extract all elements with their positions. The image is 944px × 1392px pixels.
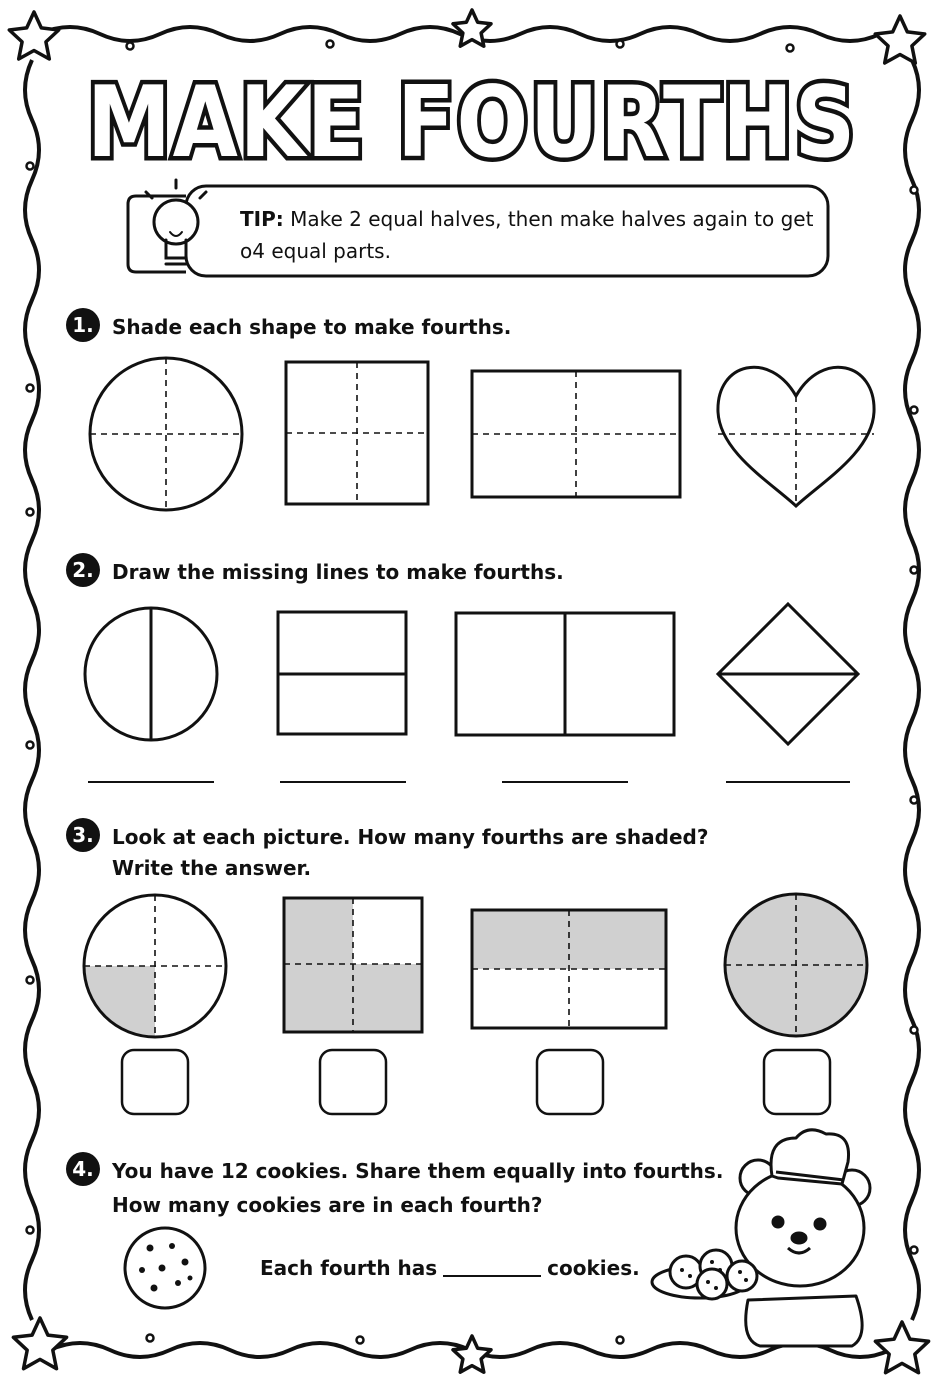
lightbulb-icon [146,180,206,264]
star-icon [9,12,58,59]
q3-answer-boxes[interactable] [122,1050,830,1114]
border-dot [27,509,34,516]
cookie-answer-sentence [260,1256,640,1280]
question-text: Draw the missing lines to make fourths. [112,560,564,584]
tip-text [240,203,820,267]
star-icon [875,16,924,63]
q1-square[interactable] [286,362,428,504]
question-4 [66,1156,723,1221]
border-dot [911,1027,918,1034]
q2-square[interactable] [278,612,406,734]
answer-box-2 [320,1050,386,1114]
tip-line-1: Make 2 equal halves, then make halves again to get [290,207,814,231]
border-dot [27,163,34,170]
question-text: How many cookies are in each fourth? [112,1193,543,1217]
q1-heart[interactable] [718,367,874,506]
question-text: Look at each picture. How many fourths are shaded? [112,825,709,849]
q1-shapes [90,358,874,510]
border-dot [911,1247,918,1254]
q1-rectangle[interactable] [472,371,680,497]
tip-label: TIP: [240,207,284,231]
question-number: 2. [66,553,100,587]
answer-prefix: Each fourth has [260,1256,438,1280]
border-dot [27,742,34,749]
question-number: 4. [66,1152,100,1186]
question-1 [66,312,511,343]
border-dot [27,977,34,984]
q2-circle[interactable] [85,608,217,740]
question-number: 3. [66,818,100,852]
cookie-answer-blank[interactable] [443,1275,541,1277]
q3-circle-one-fourth [84,895,226,1037]
border-dot [27,385,34,392]
question-3 [66,822,708,884]
q3-circle-four-fourths [725,894,867,1036]
q2-shapes [85,604,858,782]
border-dot [911,187,918,194]
answer-suffix: cookies. [547,1256,640,1280]
q3-shapes [84,894,867,1114]
cookie-icon [125,1228,205,1308]
question-text: You have 12 cookies. Share them equally into fourths. [112,1159,724,1183]
page-title: MAKE FOURTHS [87,66,857,180]
border-dot [27,1227,34,1234]
question-2 [66,557,564,588]
question-text: Shade each shape to make fourths. [112,315,512,339]
border-dot [127,43,134,50]
answer-box-4 [764,1050,830,1114]
q3-square-three-fourths [284,898,422,1032]
border-dot [911,797,918,804]
star-icon [453,1336,491,1372]
q1-circle[interactable] [90,358,242,510]
border-dot [357,1337,364,1344]
tip-line-2: o4 equal parts. [240,239,391,263]
border-dot [147,1335,154,1342]
star-icon [13,1318,66,1369]
q2-rectangle[interactable] [456,613,674,735]
question-number: 1. [66,308,100,342]
border-dot [787,45,794,52]
q3-rectangle-two-fourths [472,910,666,1028]
border-dot [911,407,918,414]
border-dot [327,41,334,48]
answer-box-1 [122,1050,188,1114]
question-text: Write the answer. [112,856,312,880]
border-dot [911,567,918,574]
border-dot [617,41,624,48]
border-dot [617,1337,624,1344]
answer-box-3 [537,1050,603,1114]
q2-diamond[interactable] [718,604,858,744]
star-icon [875,1322,928,1373]
